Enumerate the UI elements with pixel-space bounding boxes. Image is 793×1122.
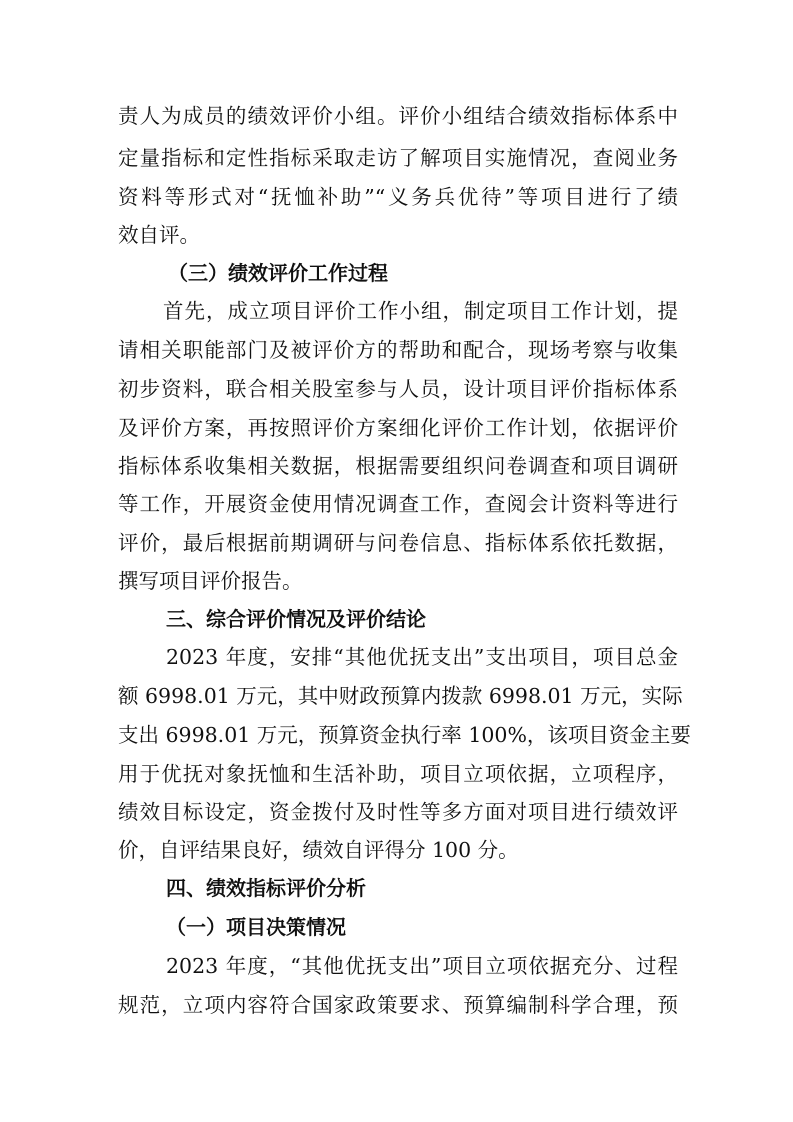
paragraph-line: 指标体系收集相关数据，根据需要组织问卷调查和项目调研: [118, 454, 678, 478]
paragraph-line: 价，自评结果良好，绩效自评得分 100 分。: [118, 838, 519, 862]
paragraph-line: 额 6998.01 万元，其中财政预算内拨款 6998.01 万元，实际: [118, 684, 683, 708]
paragraph-line: 资料等形式对“抚恤补助”“义务兵优待”等项目进行了绩: [118, 185, 678, 209]
paragraph-line: 等工作，开展资金使用情况调查工作，查阅会计资料等进行: [118, 492, 678, 516]
section-heading: 四、绩效指标评价分析: [166, 876, 366, 900]
paragraph-line: 2023 年度，“其他优抚支出”项目立项依据充分、过程: [166, 954, 678, 978]
paragraph-line: 初步资料，联合相关股室参与人员，设计项目评价指标体系: [118, 377, 678, 401]
section-heading: （三）绩效评价工作过程: [168, 261, 388, 285]
paragraph-line: 责人为成员的绩效评价小组。评价小组结合绩效指标体系中: [118, 104, 678, 128]
paragraph-line: 请相关职能部门及被评价方的帮助和配合，现场考察与收集: [118, 338, 678, 362]
paragraph-line: 绩效目标设定，资金拨付及时性等多方面对项目进行绩效评: [118, 800, 678, 824]
paragraph-line: 用于优抚对象抚恤和生活补助，项目立项依据，立项程序，: [118, 762, 678, 786]
section-heading: 三、综合评价情况及评价结论: [166, 607, 426, 631]
paragraph-line: 支出 6998.01 万元，预算资金执行率 100%，该项目资金主要: [118, 723, 691, 747]
paragraph-line: 首先，成立项目评价工作小组，制定项目工作计划，提: [163, 299, 678, 323]
subsection-heading: （一）项目决策情况: [166, 915, 346, 939]
paragraph-line: 规范，立项内容符合国家政策要求、预算编制科学合理，预: [118, 993, 678, 1017]
paragraph-line: 定量指标和定性指标采取走访了解项目实施情况，查阅业务: [118, 146, 678, 170]
paragraph-line: 评价，最后根据前期调研与问卷信息、指标体系依托数据，: [118, 531, 678, 555]
paragraph-line: 效自评。: [118, 223, 200, 247]
paragraph-line: 及评价方案，再按照评价方案细化评价工作计划，依据评价: [118, 416, 678, 440]
paragraph-line: 2023 年度，安排“其他优抚支出”支出项目，项目总金: [166, 645, 678, 669]
paragraph-line: 撰写项目评价报告。: [118, 569, 303, 593]
